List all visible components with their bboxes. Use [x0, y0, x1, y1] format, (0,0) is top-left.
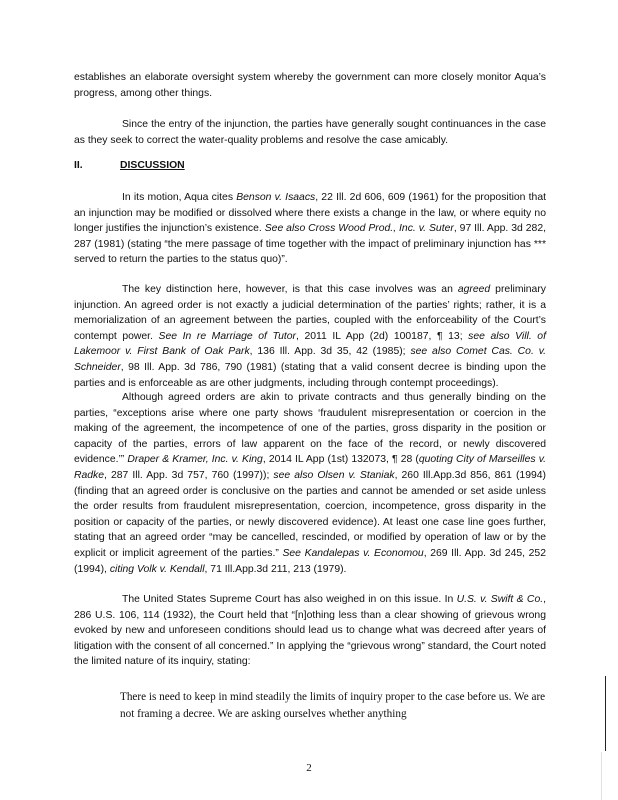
emphasis: agreed — [457, 284, 491, 295]
text-run: , 71 Ill.App.3d 211, 213 (1979). — [204, 563, 347, 575]
block-quote: There is need to keep in mind steadily the limits of inquiry proper to the case before us. We are not framing a decree. We are asking ourselves whether anything — [120, 691, 546, 720]
paragraph-agreed-orders — [74, 390, 546, 577]
case-citation: See Kandalepas v. Economou — [282, 547, 424, 559]
paragraph-text — [74, 282, 546, 391]
case-citation: quoting City of Marseilles v. Radke — [74, 454, 547, 481]
margin-rule — [605, 676, 606, 751]
text-run: , 2011 IL App (2d) 100187, ¶ 13; — [296, 330, 469, 342]
paragraph-text — [74, 390, 546, 577]
page-number: 2 — [306, 762, 312, 774]
paragraph-text — [74, 592, 546, 670]
paragraph-key-distinction — [74, 282, 546, 391]
paragraph-continuances — [74, 117, 546, 148]
paragraph-text: establishes an elaborate oversight system whereby the government can more closely monitor Aqua’s progress, among other things. — [74, 72, 546, 99]
case-citation: See also Cross Wood Prod., Inc. v. Suter — [264, 223, 454, 235]
case-citation: citing Volk v. Kendall — [109, 563, 205, 575]
paragraph-aqua-motion — [74, 190, 546, 268]
paragraph-continuation — [74, 70, 546, 101]
text-run: Although agreed orders are akin to private contracts and thus generally binding on the parties, “exceptions arise where one party shows ‘fraudulent misrepresentation or coercion in the making of the agreement, the incompetence of one of the parties, gross disparity in the position or capacity of the parties, errors of law apparent on the face of the record, or newly discovered evidence.’” — [74, 392, 546, 466]
text-run: , 286 U.S. 106, 114 (1932), the Court held that “[n]othing less than a clear showing of grievous wrong evoked by new and unforeseen conditions should lead us to change what was decreed after years of litigation with the consent of all concerned.” In applying the “grievous wrong” standard, the Court noted the limited nature of its inquiry, stating: — [74, 594, 546, 668]
text-run: The key distinction here, however, is that this case involves was an — [122, 284, 458, 295]
case-citation: U.S. v. Swift & Co. — [456, 594, 544, 605]
case-citation: Draper & Kramer, Inc. v. King — [127, 454, 263, 466]
text-run: , 22 Ill. 2d 606, 609 (1961) for the proposition that an injunction may be modified or dissolved where there exists a change in the law, or where equity no longer justifies the injunction’s existence. — [74, 192, 546, 235]
text-run: In its motion, Aqua cites — [122, 192, 237, 203]
section-title: DISCUSSION — [120, 160, 185, 171]
text-run: , 97 Ill. App. 3d 282, 287 (1981) (stating “the mere passage of time together with the impact of preliminary injunction has *** served to return the parties to the status quo)”. — [74, 223, 546, 266]
text-run: , 136 Ill. App. 3d 35, 42 (1985); — [249, 346, 411, 358]
case-citation: See In re Marriage of Tutor — [158, 330, 296, 342]
text-run: , 269 Ill. App. 3d 245, 252 (1994), — [74, 547, 546, 575]
section-heading — [74, 160, 185, 171]
case-citation: see also Comet Cas. Co. v. Schneider — [74, 346, 546, 373]
margin-rule-faint — [601, 752, 602, 800]
case-citation: see also Olsen v. Staniak — [273, 469, 395, 481]
section-number: II. — [74, 160, 83, 171]
text-run: The United States Supreme Court has also weighed in on this issue. In — [122, 594, 457, 605]
paragraph-text — [74, 190, 546, 268]
text-run: , 98 Ill. App. 3d 786, 790 (1981) (stating that a valid consent decree is binding upon the parties and is enforceable as are other judgments, including through contempt proceedings). — [74, 361, 546, 389]
case-citation: Benson v. Isaacs — [236, 192, 316, 203]
text-run: , 260 Ill.App.3d 856, 861 (1994) (finding that an agreed order is conclusive on the parties and cannot be amended or set aside unless the order results from fraudulent misrepresentation, coercion, incompetence, gross disparity in the position or capacity of the parties, or newly discovered evidence). At least one case line goes further, stating that an agreed order “may be cancelled, rescinded, or modified by operation of law or by the explicit or implicit agreement of the parties.” — [74, 469, 546, 559]
text-run: , 287 Ill. App. 3d 757, 760 (1997)); — [104, 469, 274, 481]
text-run: preliminary injunction. An agreed order is not exactly a judicial determination of the parties’ rights; rather, it is a memorialization of an agreement between the parties, coupled with the enforceability of the Court’s contempt power. — [74, 284, 546, 342]
text-run: , 2014 IL App (1st) 132073, ¶ 28 ( — [262, 454, 419, 466]
case-citation: see also Vill. of Lakemoor v. First Bank of Oak Park — [74, 330, 546, 358]
paragraph-text: Since the entry of the injunction, the parties have generally sought continuances in the case as they seek to correct the water-quality problems and resolve the case amicably. — [74, 119, 546, 146]
paragraph-supreme-court — [74, 592, 546, 670]
